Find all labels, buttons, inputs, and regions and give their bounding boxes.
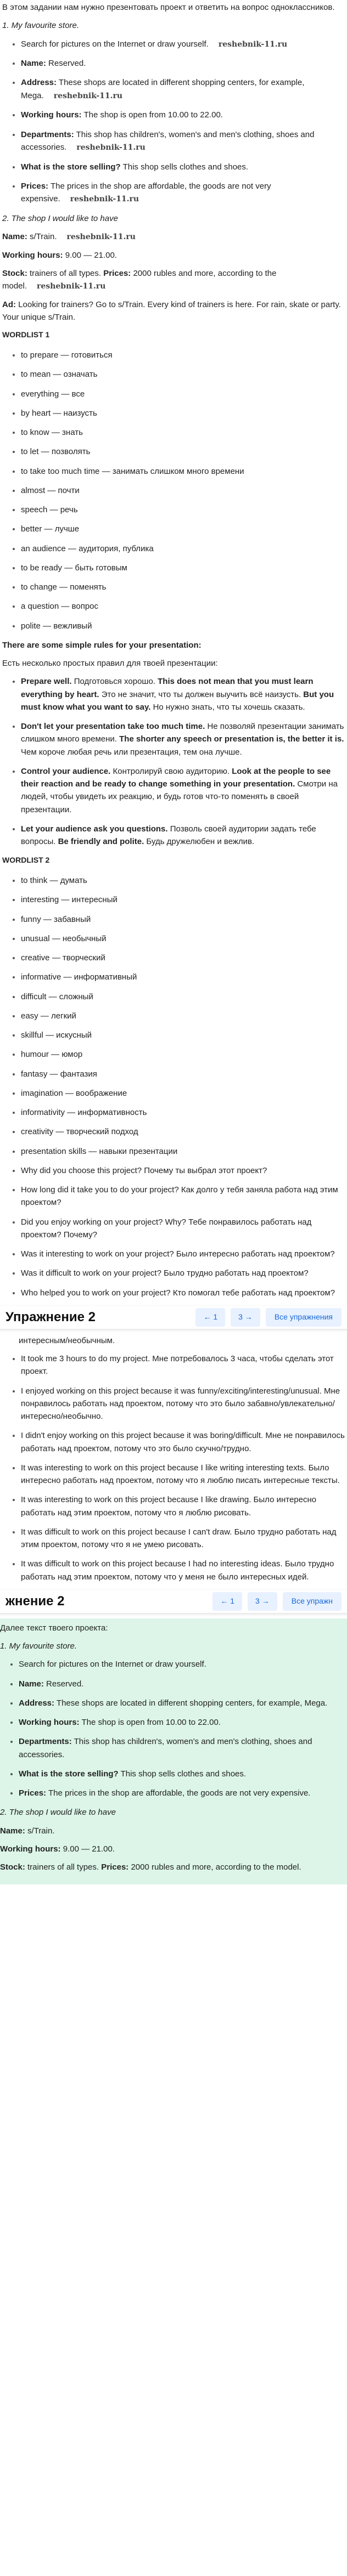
- text: This shop has children's, women's and men's clothing, shoes and accessories.: [19, 1737, 312, 1759]
- text: The shop is open from 10.00 to 22.00.: [81, 110, 223, 120]
- text: These shops are located in different shopping centers, for example, Mega.: [54, 1698, 328, 1708]
- text: This shop sells clothes and shoes.: [120, 162, 249, 172]
- text: Позволь своей аудитории задать тебе вопросы.: [21, 824, 316, 847]
- bold-text: Prices:: [21, 181, 49, 191]
- list-item: • Who helped you to work on your project? Кто помогал тебе работать над проектом?: [21, 1287, 345, 1299]
- bold-text: Departments:: [19, 1737, 72, 1747]
- text: 2000 rubles and more, according to the model.: [2, 268, 277, 291]
- list-item: • by heart — наизусть: [21, 407, 345, 420]
- exercise-title: Упражнение 2: [5, 1310, 96, 1325]
- text: The prices in the shop are affordable, the goods are not very expensive.: [21, 181, 271, 204]
- list-item: [19, 1735, 347, 1761]
- list-item: • It took me 3 hours to do my project. Мне потребовалось 3 часа, чтобы сделать этот проект.: [21, 1352, 345, 1378]
- list-item: [21, 720, 345, 758]
- bold-text: Be friendly and polite.: [58, 837, 144, 847]
- list-item: • creative — творческий: [21, 952, 345, 964]
- list-item: • It was difficult to work on this project because I had no interesting ideas. Было трудно работать над этим проектом, потому что у меня не было интересных идей.: [21, 1558, 345, 1583]
- text: 9.00 — 21.00.: [60, 1844, 115, 1854]
- list-item: • creativity — творческий подход: [21, 1125, 345, 1138]
- next-button-2[interactable]: 3 →: [248, 1592, 277, 1611]
- list-item: • a question — вопрос: [21, 600, 345, 613]
- list-item: • easy — легкий: [21, 1010, 345, 1022]
- list-item: • difficult — сложный: [21, 990, 345, 1003]
- mint-title-shop: 2. The shop I would like to have: [0, 1808, 116, 1818]
- bold-text: Name:: [21, 59, 46, 69]
- next-button[interactable]: 3 →: [231, 1308, 260, 1327]
- wordlist2: [2, 874, 345, 1158]
- list-item: • It was difficult to work on this project because I can't draw. Было трудно работать над этим проектом, потому что я не умею рисовать.: [21, 1526, 345, 1552]
- bold-text: Control your audience.: [21, 766, 111, 776]
- list-item: [21, 76, 345, 102]
- exercise-title-2: жнение 2: [5, 1594, 65, 1609]
- text: Чем короче любая речь или презентация, тем она лучше.: [21, 747, 242, 757]
- list-item: • interesting — интересный: [21, 893, 345, 906]
- list-item: [19, 1658, 347, 1671]
- list-item: • It was interesting to work on this project because I like writing interesting texts. Было интересно работать над проектом, потому что я люблю писать интересные тексты.: [21, 1462, 345, 1487]
- project-text-block: [0, 1618, 347, 1885]
- list-item: [21, 128, 345, 154]
- bold-text: Let your audience ask you questions.: [21, 824, 168, 834]
- text: s/Train.: [27, 232, 57, 241]
- list-item: [19, 1716, 347, 1729]
- list-item: • Was it difficult to work on your project? Было трудно работать над проектом?: [21, 1267, 345, 1279]
- text: This shop sells clothes and shoes.: [118, 1769, 247, 1779]
- watermark: reshebnik-11.ru: [76, 143, 145, 152]
- list-item: • to take too much time — занимать слишком много времени: [21, 465, 345, 478]
- tips-heading: There are some simple rules for your presentation:: [2, 640, 202, 650]
- line: [0, 1843, 347, 1855]
- text: Search for pictures on the Internet or draw yourself.: [19, 1660, 206, 1669]
- line: [0, 1861, 347, 1873]
- bold-text: Stock:: [0, 1862, 25, 1872]
- bold-text: Prices:: [101, 1862, 129, 1872]
- list-item: • It was interesting to work on this project because I like drawing. Было интересно работать над этим проектом, потому что я люблю рисовать.: [21, 1493, 345, 1519]
- bold-text: Look at the people to see their reaction and be ready to change something in your presentation.: [21, 766, 331, 789]
- list-item: • everything — все: [21, 388, 345, 400]
- bold-text: The shorter any speech or presentation is, the better it is.: [119, 734, 344, 744]
- line: [2, 230, 345, 244]
- bold-text: Address:: [19, 1698, 55, 1708]
- bold-text: Name:: [19, 1679, 44, 1689]
- text: Reserved.: [43, 1679, 84, 1689]
- text: Search for pictures on the Internet or draw yourself.: [21, 39, 209, 49]
- all-exercises-button-2[interactable]: Все упражн: [283, 1592, 342, 1611]
- mint-store-list: [0, 1658, 347, 1799]
- bold-text: Working hours:: [0, 1844, 61, 1854]
- list-item: • imagination — воображение: [21, 1087, 345, 1100]
- text: Смотри на людей, чтобы увидеть их реакцию, и будь готов что-то поменять в своей презентации.: [21, 779, 338, 814]
- exercise-nav-2: [0, 1590, 347, 1613]
- line: [0, 1825, 347, 1837]
- line: [2, 298, 345, 324]
- tips-list: [2, 675, 345, 848]
- list-item: • almost — почти: [21, 484, 345, 497]
- bold-text: What is the store selling?: [21, 162, 121, 172]
- answers-list: [2, 1352, 345, 1583]
- answers-content: [0, 1334, 347, 1583]
- bold-text: Prepare well.: [21, 677, 72, 687]
- list-item: • skillful — искусный: [21, 1029, 345, 1041]
- partial-text: интересным/необычным.: [19, 1335, 115, 1345]
- text: These shops are located in different shopping centers, for example, Mega.: [21, 78, 305, 100]
- list-item: • to be ready — быть готовым: [21, 562, 345, 574]
- text: Контролируй свою аудиторию.: [110, 766, 232, 776]
- list-item: [21, 823, 345, 848]
- wordlist2-title: WORDLIST 2: [2, 856, 50, 865]
- list-item: • presentation skills — навыки презентации: [21, 1145, 345, 1158]
- prev-button-2[interactable]: ← 1: [212, 1592, 242, 1611]
- wordlist1-title: WORDLIST 1: [2, 330, 50, 339]
- line: [2, 267, 345, 293]
- list-item: • to mean — означать: [21, 368, 345, 381]
- list-item: [21, 57, 345, 70]
- list-item: [19, 1787, 347, 1799]
- watermark: reshebnik-11.ru: [66, 233, 136, 241]
- all-exercises-button[interactable]: Все упражнения: [266, 1308, 342, 1327]
- bold-text: Name:: [2, 232, 27, 241]
- list-item: [21, 765, 345, 816]
- text: Reserved.: [46, 59, 86, 69]
- mint-title-store: 1. My favourite store.: [0, 1641, 77, 1651]
- shop-lines: [2, 230, 345, 324]
- bold-text: What is the store selling?: [19, 1769, 119, 1779]
- bold-text: Address:: [21, 78, 57, 88]
- watermark: reshebnik-11.ru: [218, 39, 288, 49]
- list-item: • speech — речь: [21, 503, 345, 516]
- list-item: • How long did it take you to do your project? Как долго у тебя заняла работа над этим проектом?: [21, 1184, 345, 1209]
- text: Не позволяй презентации занимать слишком много времени.: [21, 722, 344, 744]
- section-title-shop: 2. The shop I would like to have: [2, 213, 118, 223]
- mint-intro: Далее текст твоего проекта:: [0, 1623, 108, 1633]
- list-item: • polite — вежливый: [21, 620, 345, 632]
- store-list: [2, 38, 345, 206]
- bold-text: Working hours:: [21, 110, 82, 120]
- watermark: reshebnik-11.ru: [37, 282, 106, 291]
- text: Это не значит, что ты должен выучить всё наизусть.: [99, 689, 304, 699]
- text: 2000 rubles and more, according to the model.: [128, 1862, 301, 1872]
- list-item: [21, 109, 345, 121]
- mint-shop-lines: [0, 1825, 347, 1874]
- list-item: • Did you enjoy working on your project? Why? Тебе понравилось работать над проектом? Почему?: [21, 1216, 345, 1242]
- list-item: [19, 1768, 347, 1780]
- section-title-store: 1. My favourite store.: [2, 21, 80, 31]
- tips-sub: Есть несколько простых правил для твоей презентации:: [2, 659, 218, 669]
- line: [2, 249, 345, 262]
- list-item: [21, 161, 345, 173]
- bold-text: Stock:: [2, 268, 27, 278]
- list-item: • informativity — информативность: [21, 1106, 345, 1119]
- bold-text: But you must know what you want to say.: [21, 689, 334, 712]
- list-item: • Was it interesting to work on your project? Было интересно работать над проектом?: [21, 1248, 345, 1260]
- list-item: [19, 1678, 347, 1690]
- bold-text: Prices:: [19, 1788, 47, 1798]
- text: The shop is open from 10.00 to 22.00.: [79, 1718, 221, 1727]
- question-list: [2, 1164, 345, 1299]
- list-item: • to know — знать: [21, 426, 345, 439]
- bold-text: Prices:: [103, 268, 131, 278]
- list-item: [21, 38, 345, 51]
- bold-text: Ad:: [2, 299, 16, 309]
- list-item: • an audience — аудитория, публика: [21, 542, 345, 555]
- text: This shop has children's, women's and men's clothing, shoes and accessories.: [21, 129, 315, 152]
- text: Но нужно знать, что ты хочешь сказать.: [150, 702, 305, 712]
- list-item: • better — лучше: [21, 523, 345, 535]
- list-item: • Why did you choose this project? Почему ты выбрал этот проект?: [21, 1164, 345, 1177]
- bold-text: Don't let your presentation take too much time.: [21, 722, 205, 732]
- bold-text: This does not mean that you must learn everything by heart.: [21, 677, 314, 699]
- text: 9.00 — 21.00.: [63, 250, 117, 260]
- list-item: • to think — думать: [21, 874, 345, 887]
- list-item: • informative — информативный: [21, 971, 345, 983]
- watermark: reshebnik-11.ru: [70, 195, 139, 204]
- bold-text: Departments:: [21, 129, 74, 139]
- list-item: • to change — поменять: [21, 581, 345, 593]
- bold-text: Name:: [0, 1826, 25, 1836]
- prev-button[interactable]: ← 1: [195, 1308, 225, 1327]
- watermark: reshebnik-11.ru: [53, 91, 123, 100]
- text: Подготовься хорошо.: [71, 677, 158, 687]
- text: trainers of all types.: [25, 1862, 102, 1872]
- list-item: • fantasy — фантазия: [21, 1068, 345, 1080]
- page-content: [0, 1, 347, 1299]
- text: Looking for trainers? Go to s/Train. Every kind of trainers is here. For rain, skate or party. Your unique s/Train.: [2, 299, 341, 322]
- list-item: • I didn't enjoy working on this project because it was boring/difficult. Мне не понравилось работать над проектом, потому что это было скучно/трудно.: [21, 1429, 345, 1455]
- bold-text: Working hours:: [2, 250, 63, 260]
- text: Будь дружелюбен и вежлив.: [144, 837, 255, 847]
- list-item: • funny — забавный: [21, 913, 345, 926]
- exercise-nav: [0, 1306, 347, 1329]
- list-item: [21, 675, 345, 714]
- list-item: • humour — юмор: [21, 1048, 345, 1061]
- list-item: • to let — позволять: [21, 445, 345, 458]
- text: s/Train.: [25, 1826, 55, 1836]
- list-item: • to prepare — готовиться: [21, 349, 345, 361]
- text: The prices in the shop are affordable, the goods are not very expensive.: [46, 1788, 311, 1798]
- wordlist1: [2, 349, 345, 632]
- intro-text: В этом задании нам нужно презентовать проект и ответить на вопрос одноклассников.: [2, 3, 335, 12]
- list-item: [21, 180, 345, 206]
- bold-text: Working hours:: [19, 1718, 80, 1727]
- text: trainers of all types.: [27, 268, 104, 278]
- list-item: [19, 1697, 347, 1709]
- list-item: • unusual — необычный: [21, 932, 345, 945]
- list-item: • I enjoyed working on this project because it was funny/exciting/interesting/unusual. Мне понравилось работать над проектом, потому что это было забавно/увлекательно/интересно/необычно.: [21, 1385, 345, 1423]
